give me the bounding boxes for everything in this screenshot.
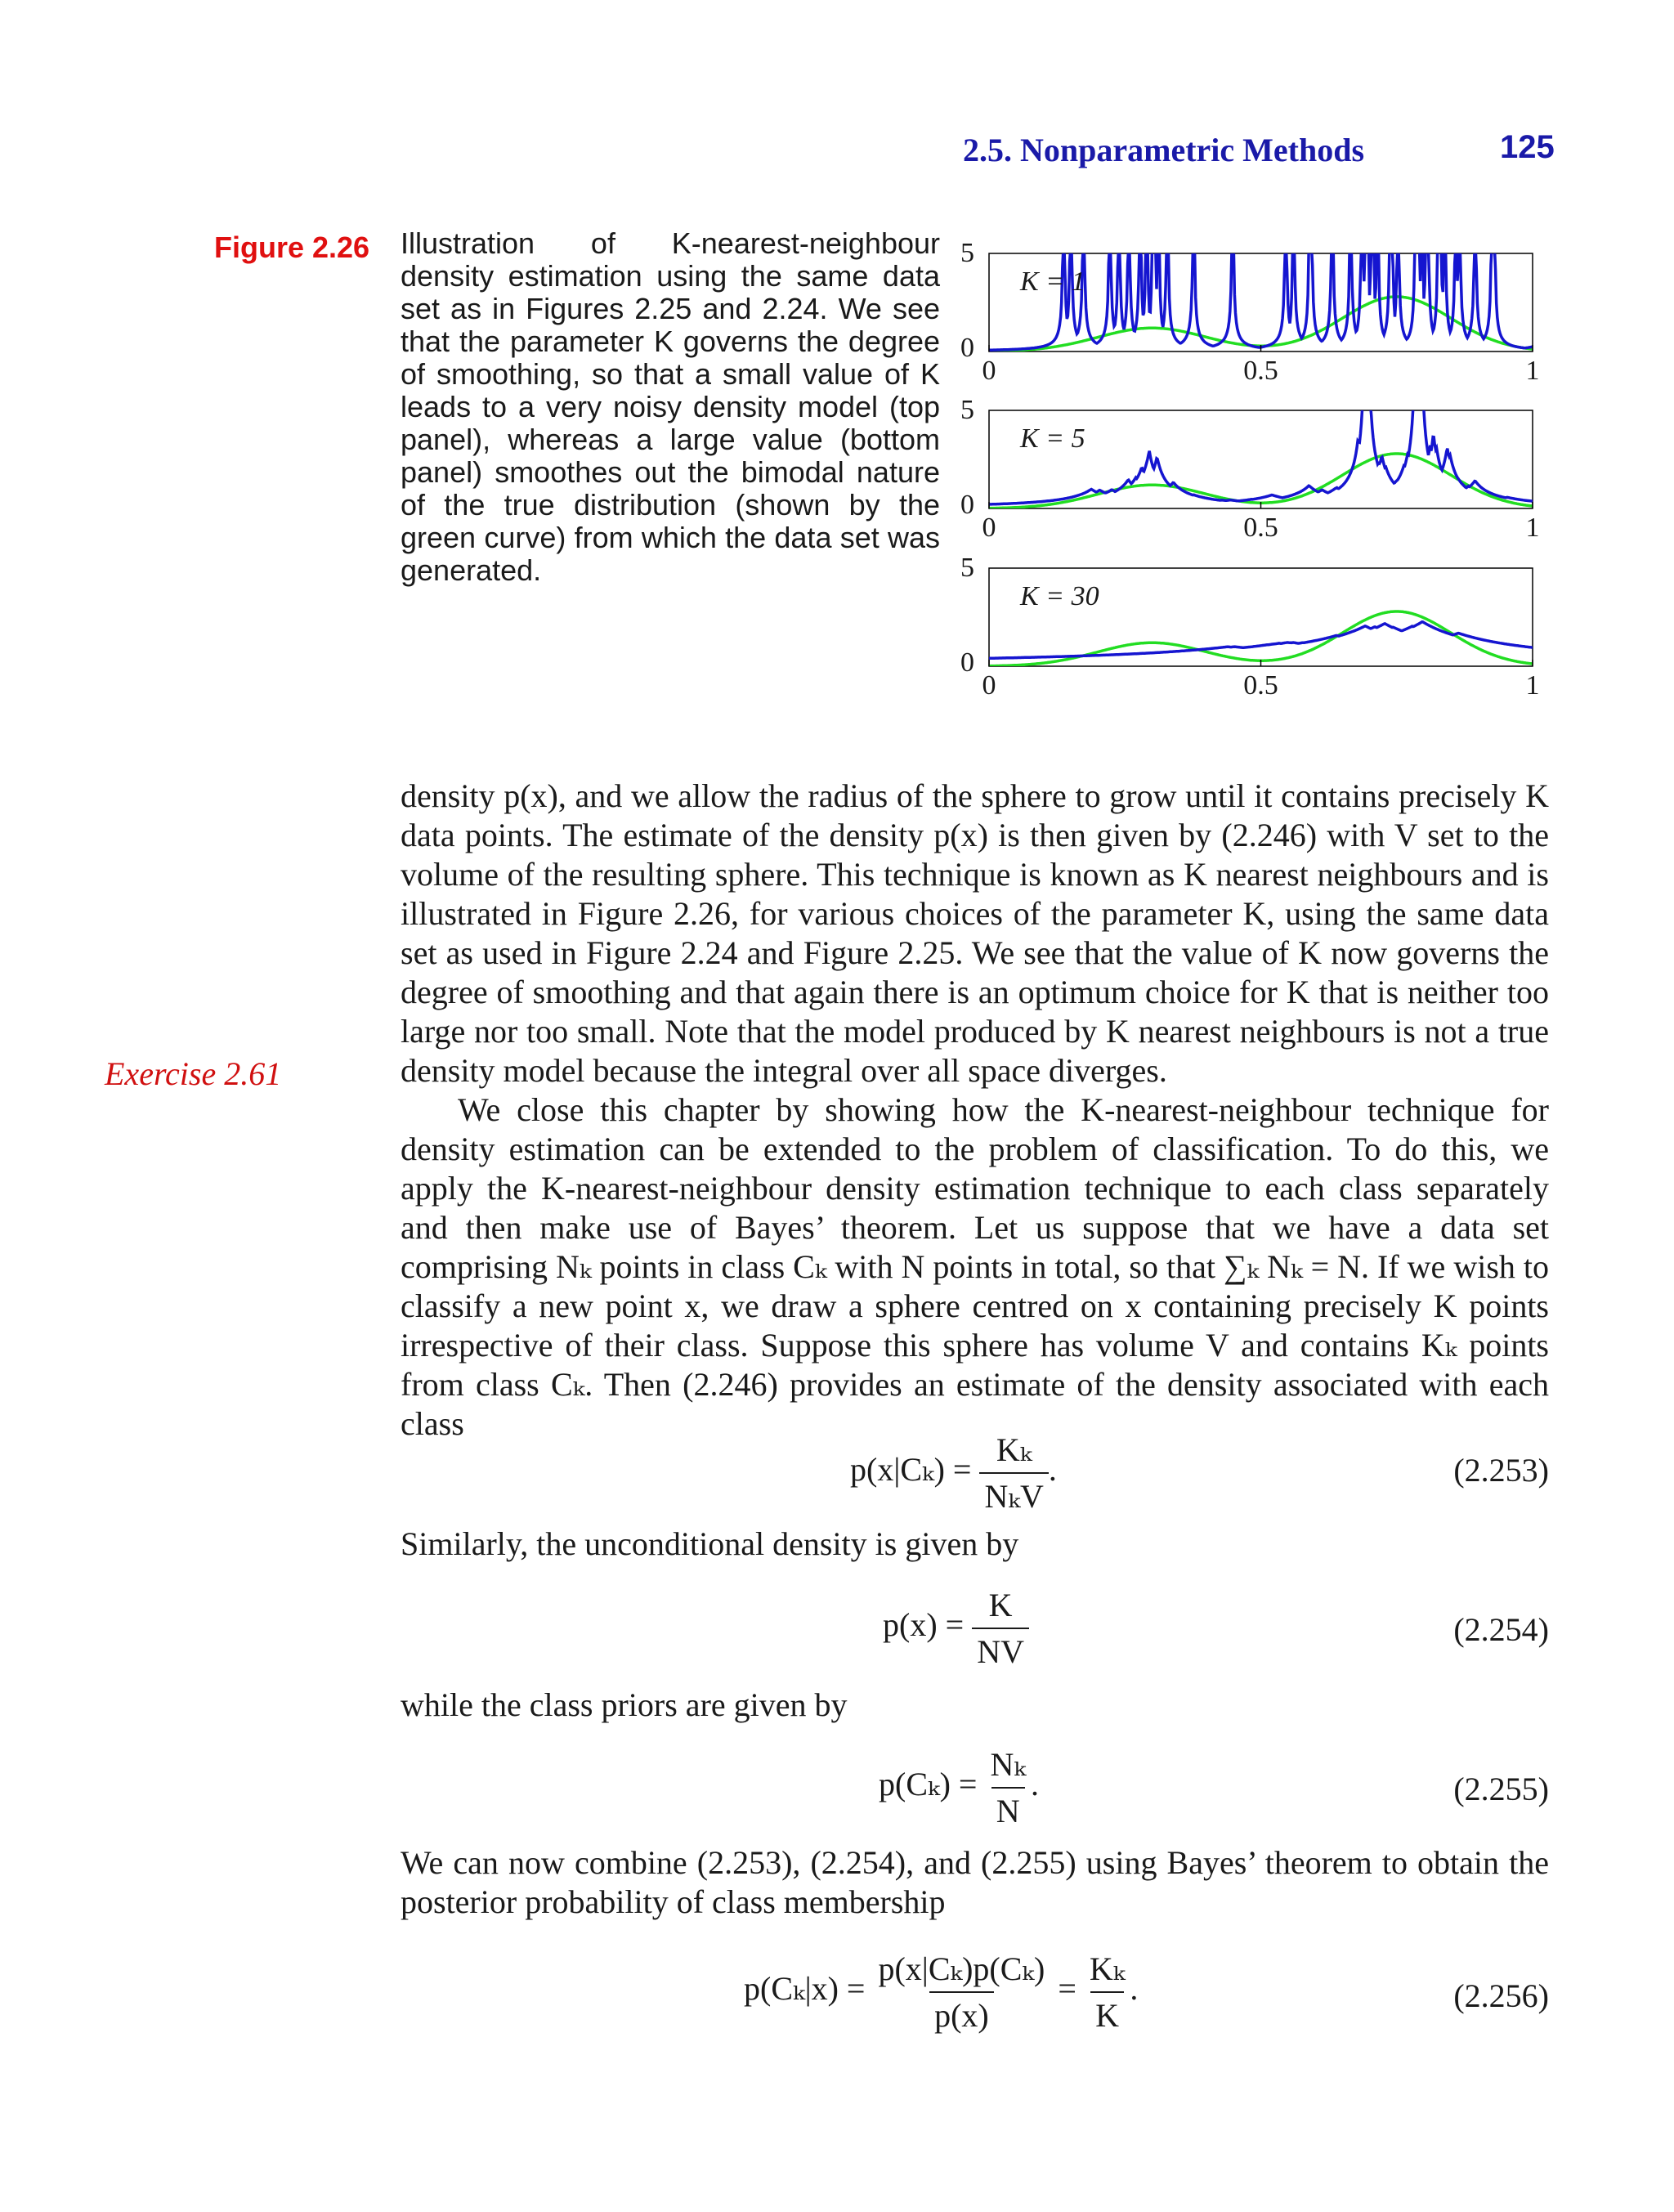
knn-density-figure <box>940 237 1553 728</box>
paragraph-2: We close this chapter by showing how the K-nearest-neighbour technique for density estimation can be extended to the problem of classification. To do this, we apply the K-nearest-neighbour density estimation technique to each class separately and then make use of Bayes’ theorem. Let us suppose that we have a data set comprising Nₖ points in class Cₖ with N points in total, so that ∑ₖ Nₖ = N. If we wish to classify a new point x, we draw a sphere centred on x containing precisely K points irrespective of their class. Suppose this sphere has volume V and contains Kₖ points from class Cₖ. Then (2.246) provides an estimate of the density associated with each class <box>401 1091 1549 1442</box>
x-tick-label: 1 <box>1525 356 1540 386</box>
x-tick-label: 0.5 <box>1243 356 1278 386</box>
equation-fraction <box>985 1745 1030 1830</box>
denominator: N <box>991 1787 1025 1830</box>
denominator-2: K <box>1090 1991 1124 2035</box>
paragraph-3 <box>401 1525 1549 1564</box>
denominator: NV <box>972 1628 1029 1671</box>
equation-2-255 <box>879 1745 1039 1830</box>
exercise-margin-note: Exercise 2.61 <box>105 1055 282 1092</box>
numerator-2: Kₖ <box>1089 1950 1126 1987</box>
numerator: K <box>988 1587 1013 1623</box>
page-number: 125 <box>1500 129 1555 165</box>
equation-number-2-254: (2.254) <box>1453 1611 1549 1648</box>
denominator: NₖV <box>979 1472 1048 1516</box>
paragraph-4-text: while the class priors are given by <box>401 1686 848 1723</box>
body-text-block <box>401 777 1549 1444</box>
panel-annotation-3: K = 30 <box>1020 581 1099 611</box>
equation-number-2-253: (2.253) <box>1453 1452 1549 1489</box>
paragraph-5 <box>401 1843 1549 1922</box>
y-tick-label: 0 <box>960 647 974 678</box>
equation-fraction <box>873 1950 1050 2035</box>
numerator: Kₖ <box>996 1431 1032 1468</box>
denominator: p(x) <box>929 1991 994 2035</box>
equation-tail: . <box>1030 1766 1039 1803</box>
knn-estimate-curve-3 <box>989 622 1533 659</box>
x-tick-label: 0 <box>982 513 996 543</box>
running-header-title: 2.5. Nonparametric Methods <box>963 132 1365 168</box>
x-tick-label: 1 <box>1525 513 1540 543</box>
equation-equals: = <box>1058 1970 1076 2008</box>
panel-annotation-2: K = 5 <box>1020 423 1085 454</box>
numerator: Nₖ <box>990 1746 1026 1783</box>
x-tick-label: 0.5 <box>1243 513 1278 543</box>
equation-2-254 <box>883 1586 1029 1671</box>
figure-caption: Illustration of K-nearest-neighbour density estimation using the same data set as in Figures 2.25 and 2.24. We see that the parameter K governs the degree of smoothing, so that a small value of K leads to a very noisy density model (top panel), whereas a large value (bottom panel) smoothes out the bimodal nature of the true distribution (shown by the green curve) from which the data set was generated. <box>401 226 940 587</box>
paragraph-3-text: Similarly, the unconditional density is given by <box>401 1525 1019 1562</box>
paragraph-1: density p(x), and we allow the radius of the sphere to grow until it contains precisely K data points. The estimate of the density p(x) is then given by (2.246) with V set to the volume of the resulting sphere. This technique is known as K nearest neighbours and is illustrated in Figure 2.26, for various choices of the parameter K, using the same data set as used in Figure 2.24 and Figure 2.25. We see that the value of K now governs the degree of smoothing and that again there is an optimum choice for K that is neither too large nor too small. Note that the model produced by K nearest neighbours is not a true density model because the integral over all space diverges. <box>401 777 1549 1089</box>
true-density-curve-3 <box>989 611 1533 666</box>
y-tick-label: 0 <box>960 490 974 520</box>
numerator: p(x|Cₖ)p(Cₖ) <box>878 1950 1045 1987</box>
equation-fraction <box>972 1586 1029 1671</box>
x-tick-label: 0 <box>982 356 996 386</box>
equation-fraction <box>979 1431 1048 1516</box>
equation-lhs: p(x) = <box>883 1606 965 1644</box>
y-tick-label: 5 <box>960 395 974 425</box>
equation-tail: . <box>1048 1451 1057 1489</box>
equation-lhs: p(x|Cₖ) = <box>850 1451 972 1489</box>
y-tick-label: 5 <box>960 238 974 268</box>
paragraph-4 <box>401 1686 1549 1725</box>
panel-annotation-1: K = 1 <box>1020 266 1085 297</box>
figure-label: Figure 2.26 <box>214 231 370 264</box>
equation-2-256 <box>744 1950 1138 2035</box>
paragraph-5-text: We can now combine (2.253), (2.254), and (2.255) using Bayes’ theorem to obtain the posterior probability of class membership <box>401 1844 1549 1920</box>
x-tick-label: 1 <box>1525 670 1540 701</box>
equation-lhs: p(Cₖ) = <box>879 1766 978 1803</box>
equation-tail: . <box>1130 1970 1139 2008</box>
equation-fraction-2 <box>1085 1950 1130 2035</box>
equation-lhs: p(Cₖ|x) = <box>744 1970 866 2008</box>
equation-number-2-256: (2.256) <box>1453 1977 1549 2014</box>
x-tick-label: 0.5 <box>1243 670 1278 701</box>
knn-estimate-curve-1 <box>989 249 1533 350</box>
equation-2-253 <box>850 1431 1057 1516</box>
equation-number-2-255: (2.255) <box>1453 1771 1549 1807</box>
knn-estimate-curve-2 <box>989 405 1533 504</box>
y-tick-label: 5 <box>960 553 974 583</box>
x-tick-label: 0 <box>982 670 996 701</box>
y-tick-label: 0 <box>960 333 974 363</box>
